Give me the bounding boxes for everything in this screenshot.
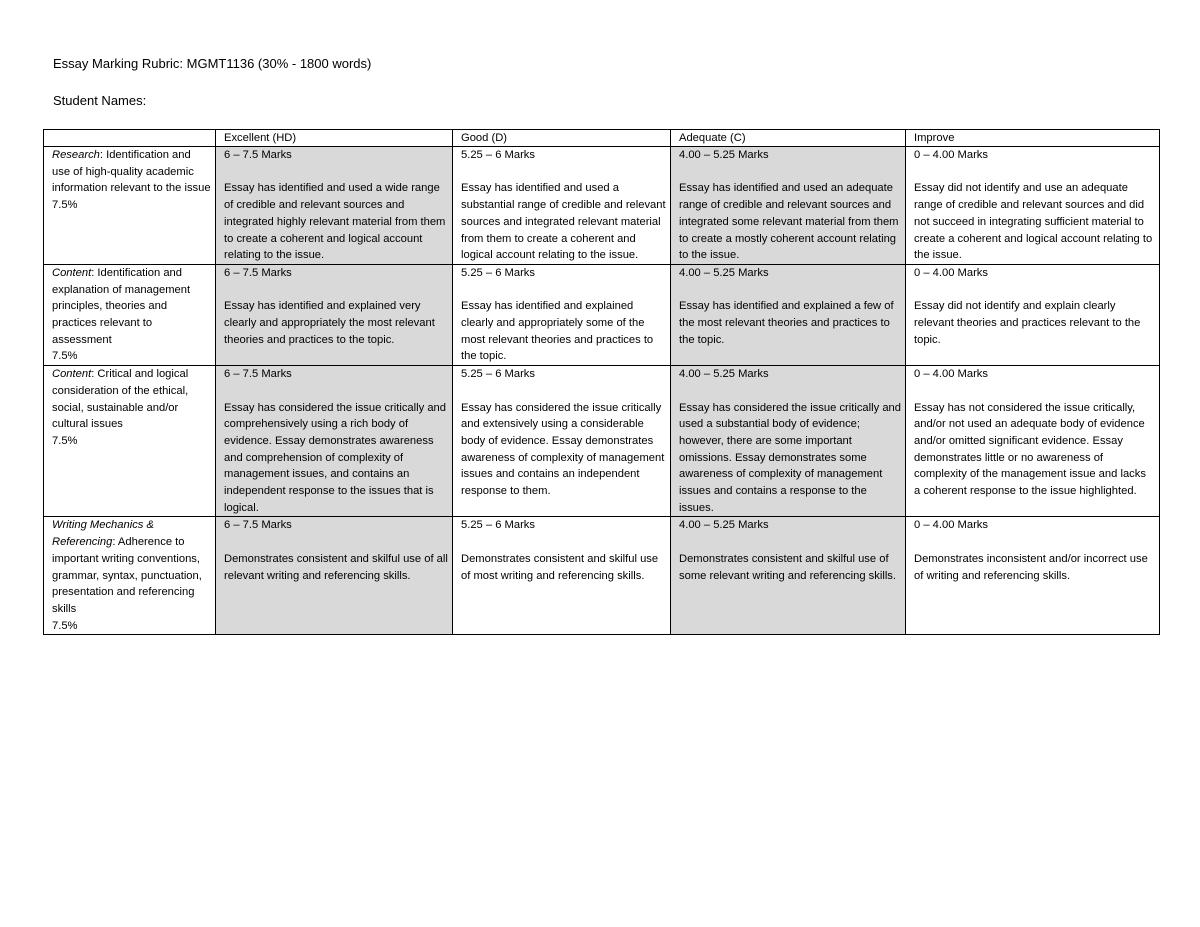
adequate-cell: [671, 366, 906, 517]
marks-range: 0 – 4.00 Marks: [914, 368, 988, 381]
descriptor-text: Essay has considered the issue critically and comprehensively using a rich body of evidence. Essay demonstrates awareness and comprehension of complexity of management issues, and contains an independent response to the issues that is logical.: [224, 401, 446, 514]
improve-cell: [906, 264, 1160, 365]
marks-range: 5.25 – 6 Marks: [461, 149, 535, 161]
good-cell: [453, 366, 671, 517]
criterion-title: Content: [52, 368, 92, 381]
descriptor-text: Demonstrates consistent and skilful use of most writing and referencing skills.: [461, 552, 659, 582]
descriptor-text: Demonstrates inconsistent and/or incorrect use of writing and referencing skills.: [914, 552, 1148, 582]
marks-range: 4.00 – 5.25 Marks: [679, 266, 769, 279]
table-row: [44, 366, 1160, 517]
marks-range: 6 – 7.5 Marks: [224, 368, 292, 381]
descriptor-text: Essay has identified and explained very clearly and appropriately the most relevant theories and practices to the topic.: [224, 300, 435, 346]
descriptor-text: Essay has identified and explained a few of the most relevant theories and practices to the topic.: [679, 300, 894, 346]
criterion-weight: 7.5%: [52, 619, 78, 632]
table-row: [44, 264, 1160, 365]
adequate-cell: [671, 517, 906, 635]
descriptor-text: Essay did not identify and use an adequate range of credible and relevant sources and did not succeed in integrating sufficient material to create a coherent and logical account relating to the issue.: [914, 182, 1153, 262]
header-adequate: Adequate (C): [671, 130, 906, 147]
criterion-title: Writing Mechanics & Referencing: [52, 519, 154, 549]
descriptor-text: Essay has not considered the issue critically, and/or not used an adequate body of evidence and/or omitted significant evidence. Essay demonstrates little or no awareness of complexity of the management issue and lacks a coherent response to the issue highlighted.: [914, 401, 1146, 498]
excellent-cell: [216, 264, 453, 365]
marks-range: 6 – 7.5 Marks: [224, 149, 292, 161]
criterion-weight: 7.5%: [52, 199, 78, 212]
marks-range: 4.00 – 5.25 Marks: [679, 519, 769, 532]
criterion-cell: [44, 366, 216, 517]
criterion-cell: [44, 517, 216, 635]
descriptor-text: Demonstrates consistent and skilful use of all relevant writing and referencing skills.: [224, 552, 448, 582]
adequate-cell: [671, 264, 906, 365]
header-improve: Improve: [906, 130, 1160, 147]
criterion-cell: [44, 147, 216, 265]
header-good: Good (D): [453, 130, 671, 147]
descriptor-text: Essay has identified and used a substantial range of credible and relevant sources and integrated relevant material from them to create a coherent and logical account relating to the issue.: [461, 182, 666, 262]
header-criterion: [44, 130, 216, 147]
criterion-description: : Adherence to important writing conventions, grammar, syntax, punctuation, presentation and referencing skills: [52, 536, 202, 615]
improve-cell: [906, 147, 1160, 265]
marks-range: 4.00 – 5.25 Marks: [679, 368, 769, 381]
descriptor-text: Demonstrates consistent and skilful use of some relevant writing and referencing skills.: [679, 552, 897, 582]
descriptor-text: Essay has identified and explained clearly and appropriately some of the most relevant theories and practices to the topic.: [461, 300, 654, 363]
marks-range: 4.00 – 5.25 Marks: [679, 149, 769, 161]
marks-range: 5.25 – 6 Marks: [461, 519, 535, 532]
header-row: [44, 130, 1160, 147]
descriptor-text: Essay has considered the issue critically and extensively using a considerable body of evidence. Essay demonstrates awareness of complexity of management issues and contains an independent response to them.: [461, 401, 665, 498]
adequate-cell: [671, 147, 906, 265]
improve-cell: [906, 517, 1160, 635]
descriptor-text: Essay has identified and used an adequate range of credible and relevant sources and integrated some relevant material from them to create a mostly coherent account relating to the issue.: [679, 182, 899, 262]
marks-range: 6 – 7.5 Marks: [224, 519, 292, 532]
marks-range: 5.25 – 6 Marks: [461, 368, 535, 381]
criterion-weight: 7.5%: [52, 350, 78, 363]
header-excellent: Excellent (HD): [216, 130, 453, 147]
criterion-description: : Critical and logical consideration of the ethical, social, sustainable and/or cultural issues: [52, 368, 189, 431]
criterion-title: Content: [52, 266, 92, 279]
marks-range: 0 – 4.00 Marks: [914, 266, 988, 279]
good-cell: [453, 264, 671, 365]
table-row: [44, 517, 1160, 635]
student-names-label: Student Names:: [53, 93, 147, 108]
rubric-table: [43, 129, 1160, 635]
descriptor-text: Essay did not identify and explain clearly relevant theories and practices relevant to the topic.: [914, 300, 1141, 346]
improve-cell: [906, 366, 1160, 517]
marks-range: 0 – 4.00 Marks: [914, 149, 988, 161]
criterion-cell: [44, 264, 216, 365]
marks-range: 5.25 – 6 Marks: [461, 266, 535, 279]
descriptor-text: Essay has considered the issue critically and used a substantial body of evidence; however, there are some important omissions. Essay demonstrates some awareness of complexity of management issues and contains a response to the issues.: [679, 401, 901, 514]
criterion-weight: 7.5%: [52, 434, 78, 447]
document-title: Essay Marking Rubric: MGMT1136 (30% - 1800 words): [53, 56, 372, 71]
marks-range: 6 – 7.5 Marks: [224, 266, 292, 279]
good-cell: [453, 147, 671, 265]
excellent-cell: [216, 517, 453, 635]
descriptor-text: Essay has identified and used a wide range of credible and relevant sources and integrated highly relevant material from them to create a coherent and logical account relating to the issue.: [224, 182, 446, 262]
marks-range: 0 – 4.00 Marks: [914, 519, 988, 532]
excellent-cell: [216, 366, 453, 517]
table-row: [44, 147, 1160, 265]
criterion-description: : Identification and use of high-quality academic information relevant to the issue: [52, 149, 211, 195]
excellent-cell: [216, 147, 453, 265]
criterion-title: Research: [52, 149, 100, 161]
good-cell: [453, 517, 671, 635]
criterion-description: : Identification and explanation of management principles, theories and practices relevant to assessment: [52, 266, 191, 346]
